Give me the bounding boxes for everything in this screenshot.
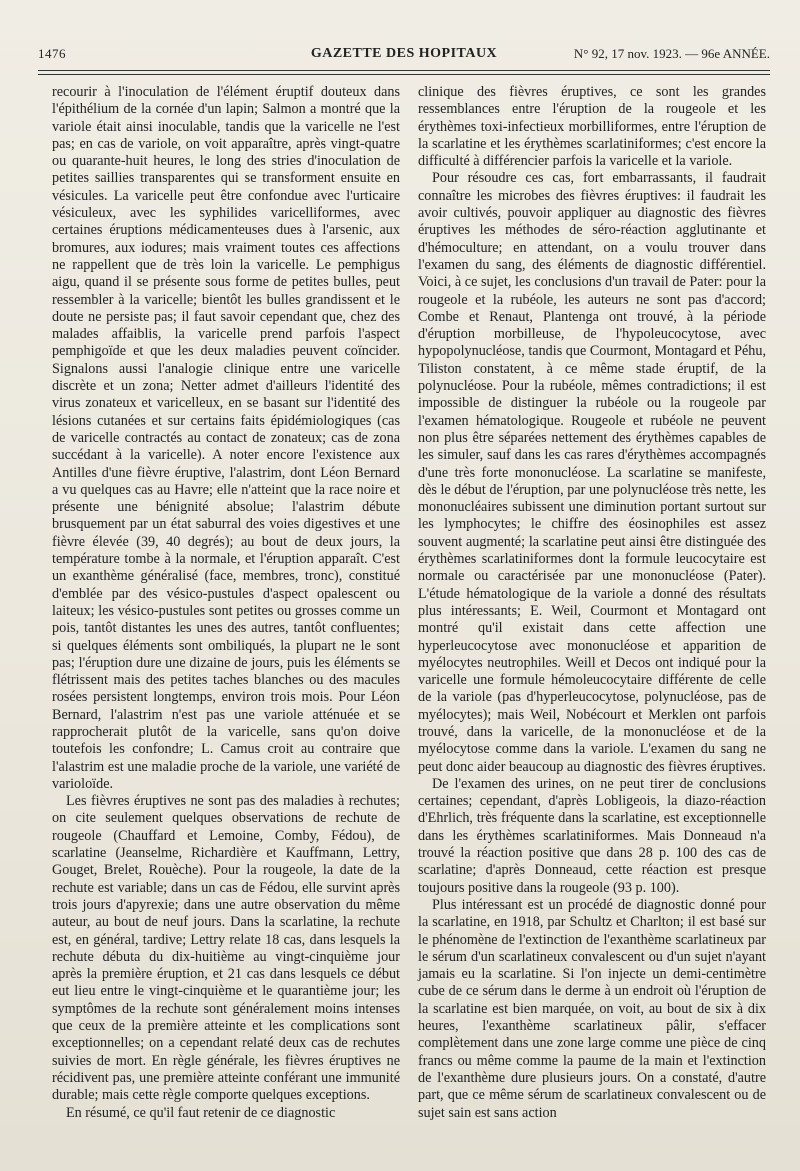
page-number: 1476 xyxy=(38,46,66,61)
paragraph: Plus intéressant est un procédé de diagnostic donné pour la scarlatine, en 1918, par Schultz et Charlton; il est basé sur le phénomène de l'extinction de l'exanthème scarlatineux par le sérum d'un scarlatineux convalescent ou d'un sujet n'ayant jamais eu la scarlatine. Si l'on injecte un demi-centimètre cube de ce sérum dans le derme à un endroit où l'éruption de la scarlatine est bien marquée, on voit, au bout de six à dix heures, l'exanthème scarlatineux pâlir, s'effacer complètement dans une zone large comme une pièce de cinq francs ou même comme la paume de la main et l'extinction de l'exanthème dure plusieurs jours. On a constaté, d'autre part, que ce même sérum de scarlatineux convalescent ou de sujet sain est sans action xyxy=(418,896,766,1121)
header-rule xyxy=(38,70,770,71)
paragraph: Les fièvres éruptives ne sont pas des maladies à rechutes; on cite seulement quelques observations de rechute de rougeole (Chauffard et Lemoine, Comby, Fédou), de scarlatine (Jeanselme, Richardière et Kauffmann, Lettry, Gouget, Brelet, Rouèche). Pour la rougeole, la date de la rechute est variable; dans un cas de Fédou, elle survint après trois jours d'apyrexie; dans une autre observation du même auteur, au bout de neuf jours. Dans la scarlatine, la rechute est, en général, tardive; Lettry relate 18 cas, dans lesquels la rechute débuta du dix-huitième au vingt-cinquième jour après la première éruption, et 21 cas dans lesquels ce début eut lieu entre le vingt-cinquième et le quarantième jour; les symptômes de la rechute sont généralement moins intenses que ceux de la première atteinte et les complications sont exceptionnelles; on a cependant relaté deux cas de rechutes suivies de mort. En règle générale, les fièvres éruptives ne récidivent pas, une première atteinte conférant une immunité durable; mais cette règle comporte quelques exceptions. xyxy=(52,793,400,1104)
header-rule-thin xyxy=(38,74,770,75)
paragraph: De l'examen des urines, on ne peut tirer de conclusions certaines; cependant, d'après Lobligeois, la diazo-réaction d'Ehrlich, très fréquente dans la scarlatine, est exceptionnelle dans les érythèmes scarlatiniformes. Mais Donneaud n'a trouvé la réaction positive que dans 28 p. 100 des cas de scarlatine; d'après Donneaud, cette réaction est presque toujours positive dans la rougeole (93 p. 100). xyxy=(418,775,766,896)
issue-info: N° 92, 17 nov. 1923. — 96e ANNÉE. xyxy=(573,46,770,61)
paragraph: Pour résoudre ces cas, fort embarrassants, il faudrait connaître les microbes des fièvres éruptives: il faudrait les avoir cultivés, pouvoir appliquer au diagnostic des fièvres éruptives les méthodes de séro-réaction agglutinante et d'hémoculture; en attendant, on a voulu trouver dans l'examen du sang, des éléments de diagnostic différentiel. Voici, à ce sujet, les conclusions d'un travail de Pater: pour la rougeole et la rubéole, les auteurs ne sont pas d'accord; Combe et Renaut, Plantenga ont trouvé, à la période d'éruption morbilleuse, de l'hypoleucocytose, avec hypopolynucléose, tandis que Courmont, Montagard et Péhu, Tiliston constatent, à ce même stade éruptif, de la polynucléose. Pour la rubéole, mêmes contradictions; il est impossible de distinguer la rubéole ou la rougeole par l'examen hématologique. Rougeole et rubéole ne peuvent non plus être séparées nettement des érythèmes capables de les simuler, sauf dans les cas rares d'érythèmes accompagnés d'une très forte mononucléose. La scarlatine se manifeste, dès le début de l'éruption, par une polynucléose très nette, les mononucléaires subissent une diminution portant surtout sur les lymphocytes; le chiffre des éosinophiles est assez souvent augmenté; la scarlatine peut ainsi être distinguée des érythèmes scarlatiniformes dont la formule leucocytaire est normale ou caractérisée par une mononucléose (Pater). L'étude hématologique de la variole a donné des résultats plus intéressants; E. Weil, Courmont et Montagard ont montré qu'il existait dans cette affection une hyperleucocytose avec mononucléose et apparition de myélocytes neutrophiles. Weill et Decos ont indiqué pour la varicelle une formule hémoleucocytaire différente de celle de la variole (pas d'hyperleucocytose, polynucléose, pas de myélocytes); mais Weil, Nobécourt et Merklen ont parfois trouvé, dans la varicelle, de la mononucléose et de la myélocytose comme dans la variole. L'examen du sang ne peut donc aider beaucoup au diagnostic des fièvres éruptives. xyxy=(418,170,766,775)
right-column xyxy=(418,84,766,1122)
running-header xyxy=(38,44,770,68)
paragraph: En résumé, ce qu'il faut retenir de ce diagnostic xyxy=(66,1104,336,1121)
left-column xyxy=(52,84,400,1122)
journal-title: GAZETTE DES HOPITAUX xyxy=(310,46,498,61)
paragraph: recourir à l'inoculation de l'élément éruptif douteux dans l'épithélium de la cornée d'un lapin; Salmon a montré que la variole était ainsi inoculable, tandis que la varicelle ne l'est pas; en cas de variole, on voit apparaître, après vingt-quatre ou quarante-huit heures, le long des stries d'inoculation de petites saillies transparentes qui se transforment ensuite en vésicules. La varicelle peut être confondue avec l'urticaire vésiculeux, avec les syphilides varicelliformes, avec certaines éruptions médicamenteuses dues à l'arsenic, aux bromures, aux iodures; mais vraiment toutes ces affections ne rappellent que de très loin la varicelle. Le pemphigus aigu, quand il se présente sous forme de petites bulles, peut ressembler à la varicelle; bientôt les bulles grandissent et le doute ne persiste pas; il faut savoir cependant que, chez des malades affaiblis, la varicelle prend parfois l'aspect pemphigoïde et que les deux maladies peuvent coïncider. Signalons aussi l'analogie clinique entre une varicelle discrète et un zona; Netter admet d'ailleurs l'identité des virus zonateux et varicelleux, en se basant sur l'identité des lésions cutanées et sur certains faits épidémiologiques (cas de varicelle contractés au contact de zonateux; cas de zona succédant à la varicelle). A noter encore l'existence aux Antilles d'une fièvre éruptive, l'alastrim, dont Léon Bernard a vu quelques cas au Havre; elle n'atteint que la race noire et présente une bénignité absolue; l'alastrim débute brusquement par un état saburral des voies digestives et une fièvre élevée (39, 40 degrés); au bout de deux jours, la température tombe à la normale, et l'éruption apparaît. C'est un exanthème généralisé (face, membres, tronc), constitué d'emblée par des vésico-pustules d'aspect opalescent ou laiteux; les vésico-pustules sont petites ou grosses comme un pois, tantôt distantes les unes des autres, tantôt confluentes; si quelques éléments sont ombiliqués, la plupart ne le sont pas; l'éruption dure une dizaine de jours, puis les éléments se flétrissent mais des petites taches blanches ou des macules rosées persistent longtemps, environ trois mois. Pour Léon Bernard, l'alastrim n'est pas une variole atténuée et se rapprocherait plutôt de la varicelle, sans qu'on doive toutefois les confondre; L. Camus croit au contraire que l'alastrim est une maladie proche de la variole, une variété de varioloïde. xyxy=(52,84,400,792)
paragraph: clinique des fièvres éruptives, ce sont les grandes ressemblances entre l'éruption de la rougeole et les érythèmes toxi-infectieux morbilliformes, entre l'éruption de la scarlatine et les érythèmes scarlatiniformes; c'est encore la difficulté à différencier parfois la varicelle et la variole. xyxy=(418,84,766,170)
